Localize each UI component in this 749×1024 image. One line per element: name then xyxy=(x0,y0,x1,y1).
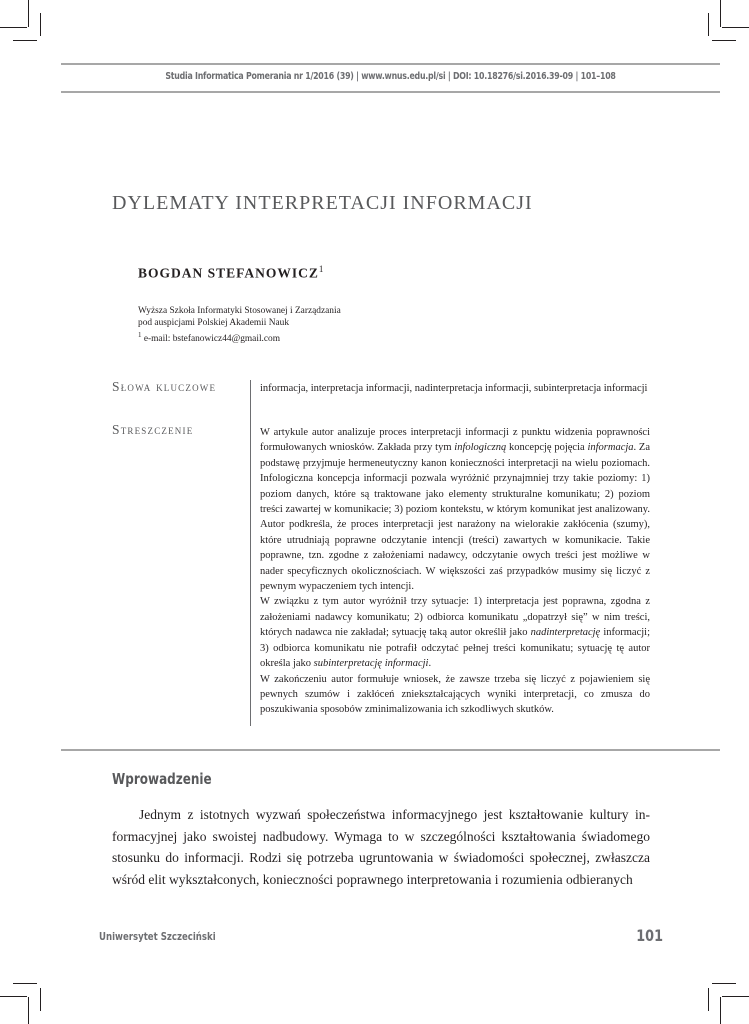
author-name: BOGDAN STEFANOWICZ$^1$ xyxy=(138,264,325,281)
crop-mark xyxy=(722,27,749,28)
keywords-label: Słowa kluczowe xyxy=(112,379,217,394)
crop-mark xyxy=(40,13,41,36)
crop-mark xyxy=(720,0,721,27)
abstract-label: Streszczenie xyxy=(112,422,194,437)
page-number: 101 xyxy=(636,926,663,945)
crop-mark xyxy=(28,0,29,27)
author-email: $^1$ e-mail: bstefanowicz44@gmail.com xyxy=(138,331,281,345)
crop-mark xyxy=(0,996,27,997)
header-rule-bottom xyxy=(61,91,720,93)
abstract-bottom-rule xyxy=(61,749,720,751)
affiliation-line-1: Wyższa Szkoła Informatyki Stosowanej i Zarządzania xyxy=(138,306,341,316)
publisher-name: Uniwersytet Szczeciński xyxy=(99,930,216,943)
crop-mark xyxy=(720,997,721,1024)
crop-mark xyxy=(13,40,37,41)
crop-mark xyxy=(28,997,29,1024)
abstract-paragraph-3: W zakończeniu autor formułuje wniosek, że zawsze trzeba się liczyć z pojawieniem się pewnych szumów i zakłóceń zniekształcających wyniki interpretacji, co zmusza do poszukiwania sposobów zminimalizowania ich szkodliwych skutków. xyxy=(260,673,650,716)
section-heading: Wprowadzenie xyxy=(112,770,212,788)
crop-mark xyxy=(712,983,736,984)
abstract-text xyxy=(260,425,650,718)
keywords-text: informacja, interpretacja informacji, nadinterpretacja informacji, subinterpretacja informacji xyxy=(260,383,648,394)
abstract-paragraph-1: W artykule autor analizuje proces interpretacji informacji z punktu widzenia poprawności formułowanych wniosków. Zakłada przy tym infologiczną koncepcję pojęcia informacja. Za podstawę przyjmuje hermeneutyczny kanon konieczności interpretacji na wielu poziomach. Infologiczna koncepcja informacji pozwala wyróżnić przynajmniej trzy takie poziomy: 1) poziom danych, które są traktowane jako elementy strukturalne komunikatu; 2) poziom treści zawartej w komunikacie; 3) poziom kontekstu, w którym komunikat jest analizowany. Autor podkreśla, że proces interpretacji jest narażony na wielorakie zakłócenia (szumy), które utrudniają poprawne odczytanie intencji (treści) zawartych w komunikacie. Takie poprawne, tzn. zgodne z założeniami nadawcy, odczytanie owych treści jest możliwe w nader specyficznych okolicznościach. W większości zaś przypadków musimy się liczyć z pewnym wypaczeniem tych intencji. xyxy=(260,427,651,593)
crop-mark xyxy=(708,988,709,1011)
crop-mark xyxy=(13,983,37,984)
crop-mark xyxy=(712,40,736,41)
running-head: Studia Informatica Pomerania nr 1/2016 (39) | www.wnus.edu.pl/si | DOI: 10.18276/si.2016.39-09 | 101–108 xyxy=(165,71,616,82)
header-rule-top xyxy=(61,63,720,65)
abstract-paragraph-2: W związku z tym autor wyróżnił trzy sytuacje: 1) interpretacja jest poprawna, zgodna z założeniami nadawcy komunikatu; 2) odbiorca komunikatu „dopatrzył się” w nim treści, których nadawca nie zakładał; sytuację taką autor określił jako nadinterpretację informacji; 3) odbiorca komunikatu nie potrafił odczytać pełnej treści komunikatu; sytuację tę autor określa jako subinterpretację informacji. xyxy=(260,596,650,670)
label-divider xyxy=(250,380,251,726)
crop-mark xyxy=(708,13,709,36)
crop-mark xyxy=(40,988,41,1011)
crop-mark xyxy=(0,27,27,28)
affiliation-line-2: pod auspicjami Polskiej Akademii Nauk xyxy=(138,318,290,328)
article-title: DYLEMATY INTERPRETACJI INFORMACJI xyxy=(112,192,533,214)
body-paragraph: Jednym z istotnych wyzwań społeczeństwa informacyjnego jest kształtowanie kultury informacyjnej jako swoistej nadbudowy. Wymaga to w szczególności kształtowania świadomego stosunku do informacji. Rodzi się potrzeba ugruntowania w świadomości społecznej, zwłaszcza wśród elit wykształconych, konieczności poprawnego interpretowania i rozumienia odbieranych xyxy=(112,807,650,887)
crop-mark xyxy=(722,996,749,997)
affiliation xyxy=(138,305,341,345)
